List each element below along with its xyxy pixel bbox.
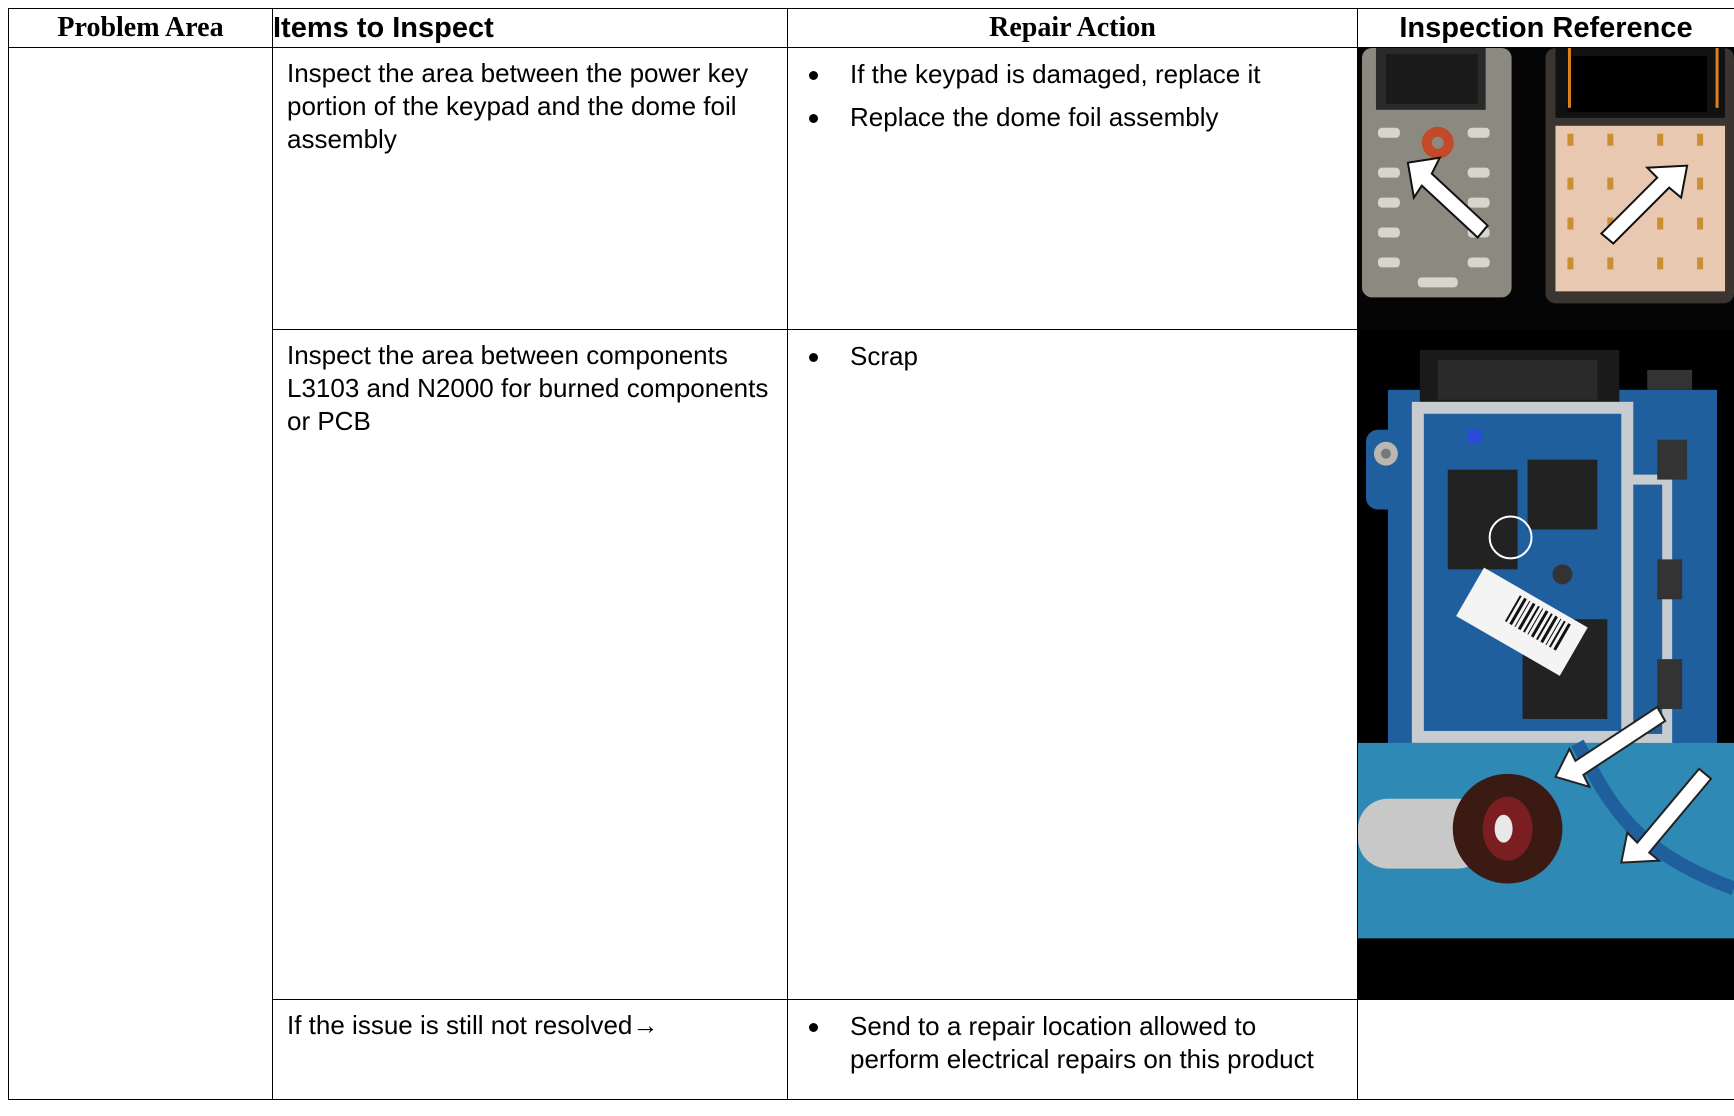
table-header-row	[9, 9, 1734, 48]
pcb-board-photo	[1358, 330, 1734, 1000]
action-text: Send to a repair location allowed to perform electrical repairs on this product	[850, 1011, 1314, 1075]
bullet-icon	[809, 71, 818, 80]
list-item	[850, 58, 1347, 91]
keypad-and-dome-foil-photo	[1358, 48, 1734, 330]
header-repair-action: Repair Action	[788, 9, 1358, 48]
keypad-photo-image	[1358, 48, 1734, 329]
header-problem-area: Problem Area	[9, 9, 273, 48]
repair-table	[8, 8, 1734, 1100]
bullet-icon	[809, 353, 818, 362]
item-cell	[273, 330, 788, 1000]
bullet-icon	[809, 1023, 818, 1032]
item-text-label: If the issue is still not resolved	[287, 1010, 633, 1041]
item-cell	[273, 48, 788, 330]
item-cell	[273, 1000, 788, 1100]
item-text: Inspect the area between components L3103 and N2000 for burned components or PCB	[287, 340, 769, 437]
empty-reference-cell	[1358, 1000, 1734, 1100]
right-arrow-icon: →	[632, 1010, 659, 1041]
action-cell	[788, 330, 1358, 1000]
action-list	[788, 330, 1357, 373]
list-item	[850, 340, 1347, 373]
header-items-to-inspect: Items to Inspect	[273, 9, 788, 48]
action-list	[788, 1000, 1357, 1076]
pcb-photo-image	[1358, 330, 1734, 998]
action-text: Replace the dome foil assembly	[850, 102, 1219, 132]
action-cell	[788, 48, 1358, 330]
table-row	[9, 48, 1734, 330]
item-text	[273, 1000, 787, 1042]
problem-area-cell	[9, 48, 273, 1100]
header-inspection-reference: Inspection Reference	[1358, 9, 1734, 48]
item-text: Inspect the area between the power key portion of the keypad and the dome foil assembly	[287, 58, 749, 154]
action-text: Scrap	[850, 341, 918, 372]
action-text: If the keypad is damaged, replace it	[850, 59, 1261, 89]
bullet-icon	[809, 114, 818, 123]
action-cell	[788, 1000, 1358, 1100]
list-item	[850, 1010, 1347, 1076]
list-item	[850, 101, 1347, 134]
action-list	[788, 48, 1357, 134]
